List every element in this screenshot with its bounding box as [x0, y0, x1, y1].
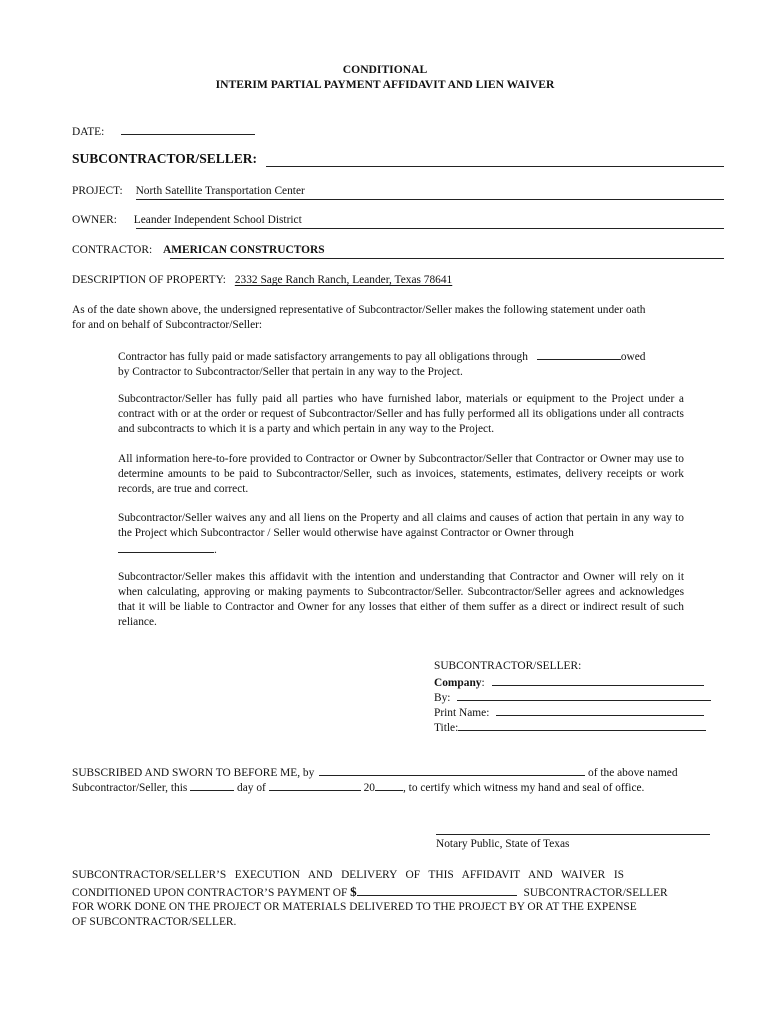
date-field[interactable]	[121, 123, 255, 135]
contractor-label: CONTRACTOR:	[72, 244, 153, 256]
sig-title-label: Title:	[434, 722, 459, 734]
sworn-text-5: 20	[363, 782, 375, 794]
by-field[interactable]	[457, 689, 711, 701]
contractor-value: AMERICAN CONSTRUCTORS	[163, 244, 325, 256]
notary-label: Notary Public, State of Texas	[436, 838, 570, 850]
subcontractor-label: SUBCONTRACTOR/SELLER:	[72, 151, 258, 166]
subcontractor-field[interactable]	[266, 166, 724, 167]
sworn-line-2	[72, 779, 722, 796]
owner-field[interactable]	[136, 228, 724, 229]
payment-amount-field[interactable]	[357, 884, 517, 896]
waiver-through-field[interactable]	[118, 541, 214, 553]
conditional-line-4: OF SUBCONTRACTOR/SELLER.	[72, 916, 237, 928]
date-label: DATE:	[72, 126, 105, 138]
property-row	[72, 273, 452, 288]
sworn-text-2: of the above named	[588, 767, 678, 779]
conditional-line-3: FOR WORK DONE ON THE PROJECT OR MATERIALS DELIVERED TO THE PROJECT BY OR AT THE EXPENSE	[72, 901, 637, 913]
sworn-text-4: day of	[237, 782, 266, 794]
company-field[interactable]	[492, 674, 704, 686]
paragraph-waiver	[118, 511, 684, 558]
sig-by-label: By:	[434, 692, 451, 704]
through-date-field[interactable]	[537, 348, 621, 360]
sig-company-label: Company	[434, 677, 482, 689]
paragraph-waiver-text: Subcontractor/Seller waives any and all liens on the Property and all claims and causes of action that pertain in any way to the Project which Subcontractor / Seller would otherwise have against Contractor or Owner through	[118, 512, 684, 539]
paragraph-parties-paid: Subcontractor/Seller has fully paid all parties who have furnished labor, materials or equipment to the Project under a contract with or at the order or request of Subcontractor/Seller and has fully performed all its obligations under all contracts and subcontracts to which it is a party and which pertain in any way to the Project.	[118, 393, 684, 435]
conditional-line-2	[72, 884, 716, 901]
dollar-sign: $	[350, 884, 357, 899]
sig-title-row	[434, 719, 712, 736]
intro-line-1: As of the date shown above, the undersigned representative of Subcontractor/Seller makes the following statement under oath	[72, 304, 646, 316]
project-label: PROJECT:	[72, 185, 123, 197]
contractor-field[interactable]	[170, 258, 724, 259]
owner-label: OWNER:	[72, 214, 117, 226]
project-field[interactable]	[136, 199, 724, 200]
sworn-month-field[interactable]	[269, 779, 361, 791]
sworn-text-1: SUBSCRIBED AND SWORN TO BEFORE ME, by	[72, 767, 315, 779]
project-value: North Satellite Transportation Center	[135, 185, 305, 197]
sworn-text-3: Subcontractor/Seller, this	[72, 782, 188, 794]
doc-title: INTERIM PARTIAL PAYMENT AFFIDAVIT AND LIEN WAIVER	[215, 78, 555, 91]
sworn-year-field[interactable]	[375, 779, 403, 791]
doc-title-conditional: CONDITIONAL	[342, 63, 428, 76]
intro-line-2: for and on behalf of Subcontractor/Seller:	[72, 319, 263, 331]
contractor-row	[72, 243, 724, 259]
notary-signature-line[interactable]	[436, 823, 710, 835]
conditional-text-a: CONDITIONED UPON CONTRACTOR’S PAYMENT OF	[72, 887, 348, 899]
property-label: DESCRIPTION OF PROPERTY:	[72, 274, 226, 286]
owed-label: owed	[620, 351, 646, 363]
sig-print-label: Print Name:	[434, 707, 490, 719]
sworn-by-field[interactable]	[319, 764, 585, 776]
print-name-field[interactable]	[496, 704, 704, 716]
title-field[interactable]	[458, 719, 706, 731]
paragraph-information: All information here-to-fore provided to Contractor or Owner by Subcontractor/Seller that Contractor or Owner may use to determine amounts to be paid to Subcontractor/Seller, such as invoices, statements, estimates, delivery receipts or work records, are true and correct.	[118, 453, 684, 495]
paragraph-affidavit: Subcontractor/Seller makes this affidavit with the intention and understanding that Contractor and Owner will rely on it when calculating, approving or making payments to Subcontractor/Seller. Subcontractor/Seller agrees and acknowledges that it will be liable to Contractor and Owner for any losses that either of them suffer as a direct or indirect result of such reliance.	[118, 571, 684, 628]
paragraph-payment	[118, 348, 718, 380]
sig-heading: SUBCONTRACTOR/SELLER:	[434, 660, 582, 672]
sig-company-colon: :	[481, 677, 485, 689]
waiver-period: .	[214, 544, 217, 556]
property-value: 2332 Sage Ranch Ranch, Leander, Texas 78641	[234, 274, 453, 286]
owner-row	[72, 213, 724, 229]
sworn-text-6: , to certify which witness my hand and seal of office.	[402, 782, 645, 794]
sworn-day-field[interactable]	[190, 779, 234, 791]
subcontractor-row	[72, 151, 724, 167]
project-row	[72, 184, 724, 200]
owner-value: Leander Independent School District	[133, 214, 302, 226]
paragraph-payment-text-2: by Contractor to Subcontractor/Seller that pertain in any way to the Project.	[118, 366, 463, 378]
paragraph-payment-text: Contractor has fully paid or made satisfactory arrangements to pay all obligations through	[118, 351, 528, 363]
conditional-line-1: SUBCONTRACTOR/SELLER’S EXECUTION AND DELIVERY OF THIS AFFIDAVIT AND WAIVER IS	[72, 869, 624, 881]
date-row	[72, 123, 255, 140]
conditional-text-b: SUBCONTRACTOR/SELLER	[523, 887, 668, 899]
